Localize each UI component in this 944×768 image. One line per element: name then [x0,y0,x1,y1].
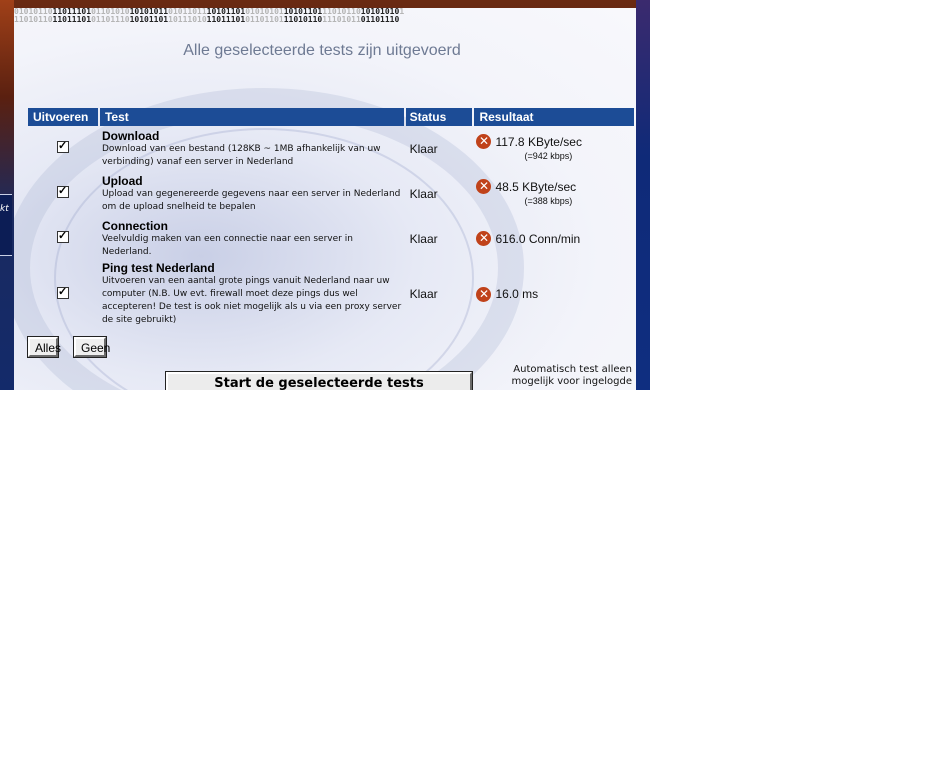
auto-test-note: Automatisch test alleen mogelijk voor ingelogde [511,364,632,387]
error-x-icon: ✕ [476,179,491,194]
test-name: Ping test Nederland [101,261,215,275]
result-value: 616.0 Conn/min [495,231,581,246]
test-status: Klaar [409,141,438,156]
table-row-connection [28,216,634,261]
start-tests-button[interactable]: Start de geselecteerde tests [166,372,472,390]
table-row-download [28,126,634,171]
test-description: Upload van gegenereerde gegevens naar een server in Nederland om de upload snelheid te bepalen [101,188,401,212]
binary-line-1: 010101101101110101101010101010110101101110101101010101011010110111010110101010101 [14,8,405,16]
result-value: 117.8 KByte/sec [495,134,582,149]
header-uitvoeren: Uitvoeren [28,108,98,126]
error-x-icon: ✕ [476,231,491,246]
checkbox-ping[interactable] [57,287,69,299]
results-table [26,108,636,327]
test-name: Connection [101,218,168,233]
result-kbps: (=942 kbps) [524,151,573,161]
test-name: Upload [101,173,143,188]
test-description: Download van een bestand (128KB ~ 1MB afhankelijk van uw verbinding) vanaf een server in Nederland [101,143,381,167]
select-none-button[interactable]: Geen [74,337,106,357]
page-title: Alle geselecteerde tests zijn uitgevoerd [183,42,461,59]
checkbox-upload[interactable] [57,186,69,198]
test-description: Uitvoeren van een aantal grote pings vanuit Nederland naar uw computer (N.B. Uw evt. firewall moet deze pings dus wel accepteren! De test is ook niet mogelijk als u via een proxy server de site gebruikt) [101,276,402,325]
header-test: Test [100,108,404,126]
checkbox-download[interactable] [57,141,69,153]
left-side-strip [0,0,14,390]
test-status: Klaar [409,186,438,201]
result-value: 48.5 KByte/sec [495,179,577,194]
test-description: Veelvuldig maken van een connectie naar een server in Nederland. [101,233,353,257]
table-row-ping [28,261,634,327]
table-row-upload [28,171,634,216]
result-value: 16.0 ms [495,287,539,301]
binary-line-2: 11010110110111010110111010101101101110101101110101101101110101101110101101101110 [14,15,400,24]
checkbox-connection[interactable] [57,231,69,243]
select-all-button[interactable]: Alles [28,337,58,357]
content-panel [14,8,636,390]
header-resultaat: Resultaat [474,108,634,126]
window-frame [0,0,650,390]
error-x-icon: ✕ [476,134,491,149]
error-x-icon: ✕ [476,287,491,302]
table-header-row [28,108,634,126]
test-status: Klaar [409,287,438,301]
left-edge-text: kt [0,204,9,214]
result-kbps: (=388 kbps) [524,196,573,206]
test-status: Klaar [409,231,438,246]
test-name: Download [101,128,160,143]
right-side-strip [636,0,650,390]
header-status: Status [406,108,473,126]
binary-banner [14,8,636,26]
